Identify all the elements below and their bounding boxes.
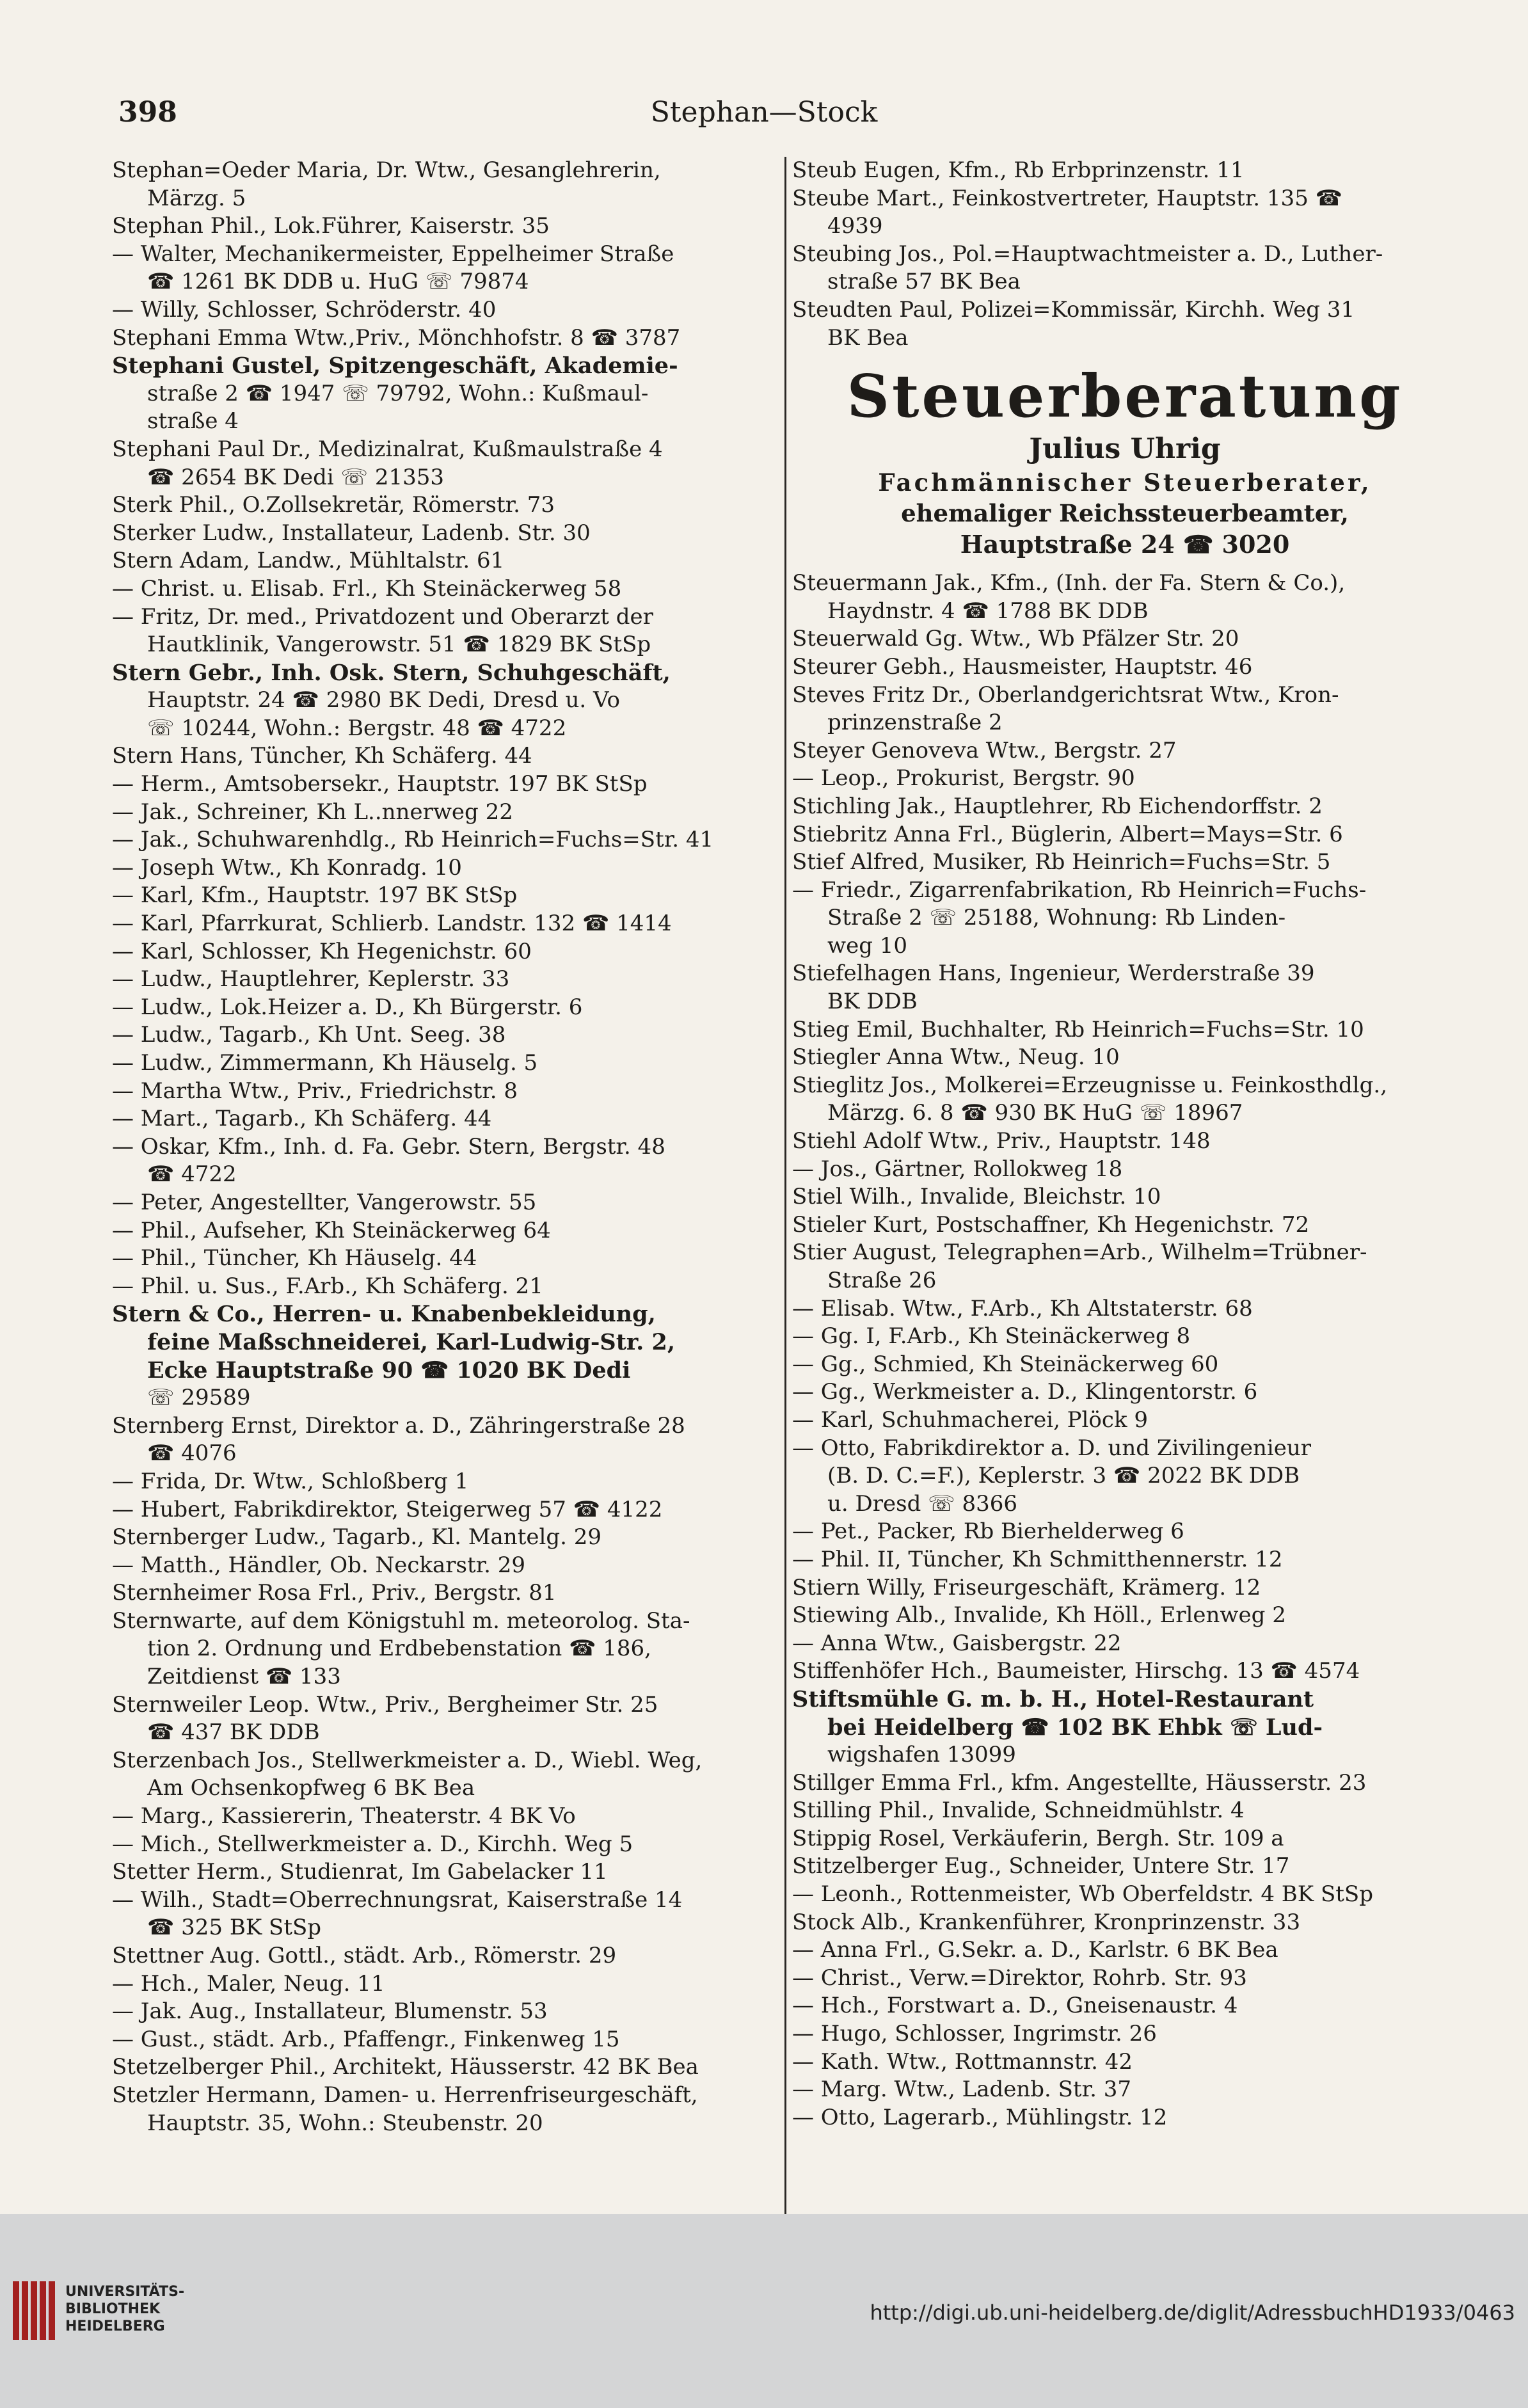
directory-entry: — Karl, Schuhmacherei, Plöck 9 <box>792 1407 1148 1433</box>
directory-entry: Sternberger Ludw., Tagarb., Kl. Mantelg. 29 <box>112 1524 601 1551</box>
directory-entry: Stetzelberger Phil., Architekt, Häusserstr. 42 BK Bea <box>112 2054 699 2080</box>
directory-entry: 4939 <box>827 213 883 239</box>
directory-entry: Stier August, Telegraphen=Arb., Wilhelm=Trübner- <box>792 1240 1367 1266</box>
directory-entry: Stephan=Oeder Maria, Dr. Wtw., Gesanglehrerin, <box>112 157 661 183</box>
directory-entry: Steub Eugen, Kfm., Rb Erbprinzenstr. 11 <box>792 157 1245 183</box>
advert-headline: Steuerberatung <box>847 362 1403 431</box>
directory-entry: ☎ 437 BK DDB <box>147 1719 320 1746</box>
directory-entry: — Ludw., Zimmermann, Kh Häuselg. 5 <box>112 1050 538 1076</box>
directory-entry: tion 2. Ordnung und Erdbebenstation ☎ 186, <box>147 1636 651 1662</box>
directory-entry: — Anna Wtw., Gaisbergstr. 22 <box>792 1630 1122 1656</box>
directory-entry: — Hugo, Schlosser, Ingrimstr. 26 <box>792 2021 1157 2047</box>
directory-entry: Stichling Jak., Hauptlehrer, Rb Eichendorffstr. 2 <box>792 793 1323 819</box>
directory-entry: — Gust., städt. Arb., Pfaffengr., Finkenweg 15 <box>112 2026 620 2052</box>
directory-entry: Straße 2 ☏ 25188, Wohnung: Rb Linden- <box>827 905 1286 931</box>
directory-entry: — Willy, Schlosser, Schröderstr. 40 <box>112 296 497 323</box>
directory-entry: bei Heidelberg ☎ 102 BK Ehbk ☏ Lud- <box>827 1714 1323 1741</box>
directory-entry: Stiffenhöfer Hch., Baumeister, Hirschg. 13 ☎ 4574 <box>792 1658 1360 1684</box>
directory-entry: — Mart., Tagarb., Kh Schäferg. 44 <box>112 1106 492 1132</box>
directory-entry: Stieglitz Jos., Molkerei=Erzeugnisse u. Feinkosthdlg., <box>792 1072 1388 1098</box>
directory-entry: Stippig Rosel, Verkäuferin, Bergh. Str. 109 a <box>792 1825 1284 1851</box>
directory-entry: Sternberg Ernst, Direktor a. D., Zähringerstraße 28 <box>112 1412 685 1439</box>
directory-entry: — Mich., Stellwerkmeister a. D., Kirchh. Weg 5 <box>112 1831 633 1857</box>
directory-entry: weg 10 <box>827 932 908 959</box>
university-library-logo-icon <box>13 2281 56 2340</box>
directory-entry: — Phil. II, Tüncher, Kh Schmitthennerstr. 12 <box>792 1546 1283 1572</box>
directory-entry: Stilling Phil., Invalide, Schneidmühlstr. 4 <box>792 1798 1245 1824</box>
directory-entry: — Wilh., Stadt=Oberrechnungsrat, Kaiserstraße 14 <box>112 1886 683 1913</box>
directory-entry: Sterker Ludw., Installateur, Ladenb. Str. 30 <box>112 520 591 546</box>
directory-entry: Stern Gebr., Inh. Osk. Stern, Schuhgeschäft, <box>112 659 671 686</box>
directory-entry: — Peter, Angestellter, Vangerowstr. 55 <box>112 1189 537 1215</box>
directory-entry: — Otto, Lagerarb., Mühlingstr. 12 <box>792 2104 1168 2130</box>
directory-entry: — Ludw., Tagarb., Kh Unt. Seeg. 38 <box>112 1022 506 1048</box>
directory-entry: — Walter, Mechanikermeister, Eppelheimer Straße <box>112 241 674 267</box>
directory-entry: Steuermann Jak., Kfm., (Inh. der Fa. Stern & Co.), <box>792 570 1346 596</box>
directory-entry: Steube Mart., Feinkostvertreter, Hauptstr. 135 ☎ <box>792 185 1342 211</box>
directory-entry: Stetzler Hermann, Damen- u. Herrenfriseurgeschäft, <box>112 2082 698 2108</box>
directory-entry: — Hch., Forstwart a. D., Gneisenaustr. 4 <box>792 1993 1238 2019</box>
directory-entry: Steudten Paul, Polizei=Kommissär, Kirchh. Weg 31 <box>792 296 1355 323</box>
directory-entry: Stieg Emil, Buchhalter, Rb Heinrich=Fuchs=Str. 10 <box>792 1016 1364 1042</box>
directory-entry: Stern Hans, Tüncher, Kh Schäferg. 44 <box>112 743 532 769</box>
directory-entry: — Matth., Händler, Ob. Neckarstr. 29 <box>112 1552 526 1578</box>
right-column-top-entries <box>792 157 1458 352</box>
directory-entry: straße 2 ☎ 1947 ☏ 79792, Wohn.: Kußmaul- <box>147 380 649 406</box>
directory-entry: Hautklinik, Vangerowstr. 51 ☎ 1829 BK StSp <box>147 632 651 658</box>
directory-entry: — Marg., Kassiererin, Theaterstr. 4 BK Vo <box>112 1803 576 1830</box>
directory-entry: Stock Alb., Krankenführer, Kronprinzenstr. 33 <box>792 1909 1301 1935</box>
directory-entry: ☎ 4722 <box>147 1161 237 1188</box>
directory-entry: — Hubert, Fabrikdirektor, Steigerweg 57 ☎ 4122 <box>112 1496 663 1522</box>
directory-entry: u. Dresd ☏ 8366 <box>827 1490 1018 1517</box>
directory-entry: — Elisab. Wtw., F.Arb., Kh Altstaterstr. 68 <box>792 1295 1253 1321</box>
directory-entry: — Frida, Dr. Wtw., Schloßberg 1 <box>112 1468 469 1494</box>
directory-entry: — Christ., Verw.=Direktor, Rohrb. Str. 93 <box>792 1965 1247 1991</box>
directory-entry: Stephani Paul Dr., Medizinalrat, Kußmaulstraße 4 <box>112 436 663 462</box>
directory-entry: Sternweiler Leop. Wtw., Priv., Bergheimer Str. 25 <box>112 1691 658 1718</box>
directory-entry: — Hch., Maler, Neug. 11 <box>112 1970 385 1997</box>
right-column-bottom-entries <box>792 570 1458 2132</box>
permalink-url[interactable]: http://digi.ub.uni-heidelberg.de/diglit/AdressbuchHD1933/0463 <box>870 2300 1515 2325</box>
directory-entry: — Christ. u. Elisab. Frl., Kh Steinäckerweg 58 <box>112 575 622 602</box>
directory-entry: Stetter Herm., Studienrat, Im Gabelacker 11 <box>112 1859 608 1885</box>
directory-entry: — Friedr., Zigarrenfabrikation, Rb Heinrich=Fuchs- <box>792 877 1367 903</box>
running-title: Stephan—Stock <box>650 96 878 129</box>
directory-entry: — Jak., Schuhwarenhdlg., Rb Heinrich=Fuchs=Str. 41 <box>112 827 714 853</box>
directory-entry: Stiewing Alb., Invalide, Kh Höll., Erlenweg 2 <box>792 1602 1286 1629</box>
directory-entry: ☎ 1261 BK DDB u. HuG ☏ 79874 <box>147 269 529 295</box>
logo-line-1: UNIVERSITÄTS- <box>65 2284 185 2300</box>
directory-entry: — Leop., Prokurist, Bergstr. 90 <box>792 765 1135 792</box>
directory-entry: Stiftsmühle G. m. b. H., Hotel-Restaurant <box>792 1686 1314 1712</box>
directory-entry: Stiegler Anna Wtw., Neug. 10 <box>792 1044 1120 1071</box>
directory-entry: Stern Adam, Landw., Mühltalstr. 61 <box>112 548 505 574</box>
directory-entry: prinzenstraße 2 <box>827 710 1003 736</box>
directory-entry: feine Maßschneiderei, Karl-Ludwig-Str. 2, <box>147 1328 676 1355</box>
directory-entry: — Pet., Packer, Rb Bierhelderweg 6 <box>792 1519 1184 1545</box>
logo-line-3: HEIDELBERG <box>65 2318 165 2334</box>
directory-entry: Straße 26 <box>827 1268 937 1293</box>
directory-entry: Steuerwald Gg. Wtw., Wb Pfälzer Str. 20 <box>792 626 1239 652</box>
directory-entry: — Anna Frl., G.Sekr. a. D., Karlstr. 6 BK Bea <box>792 1937 1278 1963</box>
directory-entry: — Otto, Fabrikdirektor a. D. und Zivilingenieur <box>792 1435 1312 1461</box>
directory-entry: ☏ 10244, Wohn.: Bergstr. 48 ☎ 4722 <box>147 715 567 741</box>
right-column <box>792 157 1458 2132</box>
library-logo-text <box>65 2283 184 2335</box>
directory-entry: Haydnstr. 4 ☎ 1788 BK DDB <box>827 598 1149 624</box>
directory-entry: Stiefelhagen Hans, Ingenieur, Werderstraße 39 <box>792 961 1315 987</box>
directory-entry: (B. D. C.=F.), Keplerstr. 3 ☎ 2022 BK DDB <box>827 1463 1300 1489</box>
directory-entry: Sternheimer Rosa Frl., Priv., Bergstr. 81 <box>112 1580 557 1606</box>
directory-entry: wigshafen 13099 <box>827 1742 1016 1768</box>
advert-line-2: ehemaliger Reichssteuerbeamter, <box>901 499 1349 528</box>
directory-entry: — Karl, Kfm., Hauptstr. 197 BK StSp <box>112 882 518 909</box>
directory-entry: Märzg. 6. 8 ☎ 930 BK HuG ☏ 18967 <box>827 1100 1243 1126</box>
directory-entry: — Jak., Schreiner, Kh L..nnerweg 22 <box>112 799 513 825</box>
left-column <box>112 157 777 2137</box>
directory-entry: Stieler Kurt, Postschaffner, Kh Hegenichstr. 72 <box>792 1211 1310 1238</box>
directory-entry: Am Ochsenkopfweg 6 BK Bea <box>147 1775 475 1801</box>
directory-entry: ☏ 29589 <box>147 1385 251 1411</box>
directory-entry: Stiern Willy, Friseurgeschäft, Krämerg. 12 <box>792 1574 1261 1600</box>
directory-entry: Hauptstr. 35, Wohn.: Steubenstr. 20 <box>147 2110 543 2136</box>
advert-name: Julius Uhrig <box>1029 433 1221 466</box>
directory-entry: ☎ 4076 <box>147 1440 237 1467</box>
directory-entry: — Leonh., Rottenmeister, Wb Oberfeldstr. 4 BK StSp <box>792 1881 1373 1908</box>
directory-entry: Stiel Wilh., Invalide, Bleichstr. 10 <box>792 1184 1161 1210</box>
directory-entry: Sterk Phil., O.Zollsekretär, Römerstr. 73 <box>112 492 555 518</box>
directory-entry: — Joseph Wtw., Kh Konradg. 10 <box>112 854 462 881</box>
directory-entry: — Ludw., Lok.Heizer a. D., Kh Bürgerstr. 6 <box>112 994 583 1020</box>
directory-entry: — Oskar, Kfm., Inh. d. Fa. Gebr. Stern, Bergstr. 48 <box>112 1133 665 1160</box>
directory-entry: — Gg., Schmied, Kh Steinäckerweg 60 <box>792 1351 1219 1377</box>
directory-entry: BK DDB <box>827 989 918 1015</box>
directory-entry: Steyer Genoveva Wtw., Bergstr. 27 <box>792 737 1177 763</box>
directory-entry: — Phil., Tüncher, Kh Häuselg. 44 <box>112 1245 477 1272</box>
advert-line-3: Hauptstraße 24 ☎ 3020 <box>960 530 1290 559</box>
directory-entry: Steves Fritz Dr., Oberlandgerichtsrat Wtw., Kron- <box>792 682 1339 708</box>
directory-entry: Stephani Emma Wtw.,Priv., Mönchhofstr. 8 ☎ 3787 <box>112 324 681 351</box>
directory-entry: Steubing Jos., Pol.=Hauptwachtmeister a. D., Luther- <box>792 241 1383 267</box>
directory-entry: Stief Alfred, Musiker, Rb Heinrich=Fuchs=Str. 5 <box>792 849 1331 875</box>
page-header <box>0 96 1528 134</box>
directory-entry: — Gg., Werkmeister a. D., Klingentorstr. 6 <box>792 1379 1258 1405</box>
directory-entry: — Herm., Amtsobersekr., Hauptstr. 197 BK StSp <box>112 771 648 797</box>
directory-entry: Märzg. 5 <box>147 185 246 211</box>
directory-entry: Sternwarte, auf dem Königstuhl m. meteorolog. Sta- <box>112 1607 690 1634</box>
directory-entry: Sterzenbach Jos., Stellwerkmeister a. D., Wiebl. Weg, <box>112 1747 703 1773</box>
directory-entry: ☎ 2654 BK Dedi ☏ 21353 <box>147 464 444 490</box>
steuerberatung-advert <box>792 361 1458 561</box>
directory-entry: ☎ 325 BK StSp <box>147 1915 322 1941</box>
directory-entry: Hauptstr. 24 ☎ 2980 BK Dedi, Dresd u. Vo <box>147 687 620 714</box>
directory-entry: — Jos., Gärtner, Rollokweg 18 <box>792 1156 1123 1182</box>
directory-entry: Stephan Phil., Lok.Führer, Kaiserstr. 35 <box>112 213 550 239</box>
directory-entry: — Kath. Wtw., Rottmannstr. 42 <box>792 2048 1133 2075</box>
directory-entry: Stiehl Adolf Wtw., Priv., Hauptstr. 148 <box>792 1128 1211 1154</box>
directory-entry: — Marg. Wtw., Ladenb. Str. 37 <box>792 2077 1131 2103</box>
directory-entry: — Jak. Aug., Installateur, Blumenstr. 53 <box>112 1998 548 2025</box>
directory-entry: — Martha Wtw., Priv., Friedrichstr. 8 <box>112 1078 518 1104</box>
directory-entry: Stettner Aug. Gottl., städt. Arb., Römerstr. 29 <box>112 1943 617 1968</box>
directory-entry: Stephani Gustel, Spitzengeschäft, Akademie- <box>112 353 678 379</box>
directory-entry: — Karl, Pfarrkurat, Schlierb. Landstr. 132 ☎ 1414 <box>112 911 672 937</box>
directory-entry: — Phil., Aufseher, Kh Steinäckerweg 64 <box>112 1217 551 1243</box>
directory-entry: straße 4 <box>147 408 239 435</box>
directory-entry: Ecke Hauptstraße 90 ☎ 1020 BK Dedi <box>147 1357 631 1383</box>
directory-entry: straße 57 BK Bea <box>827 269 1021 295</box>
directory-entry: — Gg. I, F.Arb., Kh Steinäckerweg 8 <box>792 1323 1191 1350</box>
directory-entry: — Fritz, Dr. med., Privatdozent und Oberarzt der <box>112 603 653 630</box>
directory-entry: — Karl, Schlosser, Kh Hegenichstr. 60 <box>112 938 532 964</box>
advert-line-1: Fachmännischer Steuerberater, <box>878 468 1372 497</box>
directory-entry: Stern & Co., Herren- u. Knabenbekleidung, <box>112 1301 656 1328</box>
directory-entry: Stillger Emma Frl., kfm. Angestellte, Häusserstr. 23 <box>792 1769 1367 1796</box>
logo-line-2: BIBLIOTHEK <box>65 2301 161 2317</box>
directory-entry: — Ludw., Hauptlehrer, Keplerstr. 33 <box>112 966 510 993</box>
directory-entry: — Phil. u. Sus., F.Arb., Kh Schäferg. 21 <box>112 1273 543 1299</box>
library-footer <box>0 2214 1528 2408</box>
directory-entry: Steurer Gebh., Hausmeister, Hauptstr. 46 <box>792 653 1253 680</box>
directory-entry: Stitzelberger Eug., Schneider, Untere Str. 17 <box>792 1853 1290 1879</box>
directory-entry: Stiebritz Anna Frl., Büglerin, Albert=Mays=Str. 6 <box>792 821 1343 847</box>
column-divider <box>784 157 786 2214</box>
page-number: 398 <box>118 96 177 129</box>
directory-entry: Zeitdienst ☎ 133 <box>147 1664 341 1690</box>
directory-entry: BK Bea <box>827 324 909 351</box>
